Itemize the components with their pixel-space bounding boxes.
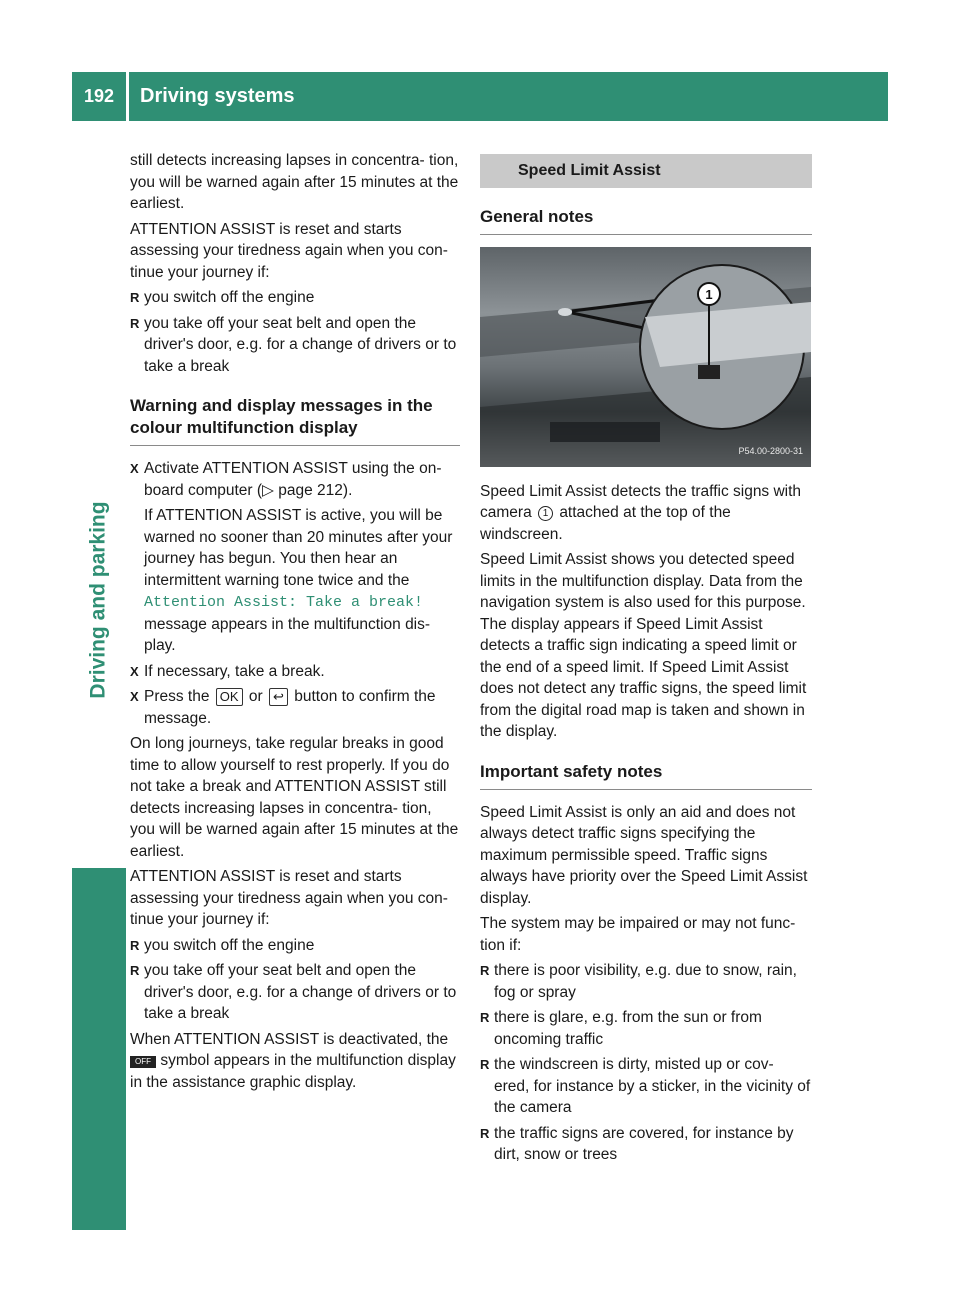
callout-number: 1 (705, 286, 713, 302)
paragraph-text: Speed Limit Assist detects the traffic signs with camera (480, 482, 802, 521)
step-detail-text: message appears in the multifunction dis- play. (144, 615, 431, 654)
display-message: Attention Assist: Take a break! (144, 594, 424, 611)
side-chapter-block (72, 868, 126, 1230)
list-item: R the traffic signs are covered, for instance by dirt, snow or trees (480, 1123, 812, 1166)
step-detail-text: If ATTENTION ASSIST is active, you will be warned no sooner than 20 minutes after your journey has begun. You then hear an intermittent warning tone twice and the (144, 507, 453, 589)
paragraph: ATTENTION ASSIST is reset and starts assessing your tiredness again when you con- tinue your journey if: (130, 220, 448, 281)
right-column (480, 150, 812, 1170)
left-column (130, 150, 460, 1097)
step-text: Press the (144, 688, 210, 705)
section-title: Speed Limit Assist (480, 154, 812, 188)
side-chapter-text: Driving and parking (87, 501, 111, 699)
paragraph: The system may be impaired or may not func- tion if: (480, 915, 796, 954)
side-chapter-label (84, 420, 114, 780)
list-item: R you switch off the engine (130, 287, 460, 309)
paragraph-text: symbol appears in the multifunction display in the assistance graphic display. (130, 1052, 456, 1091)
paragraph: On long journeys, take regular breaks in good time to allow yourself to rest properly. If you do not take a break and ATTENTION ASSIST still detects increasing lapses in concentra- tion, you will be warned again after 15 minutes at the earliest. (130, 735, 459, 860)
list-item: R you take off your seat belt and open the driver's door, e.g. for a change of drivers or to take a break (130, 960, 460, 1025)
camera-illustration-icon (480, 247, 811, 467)
subsection-heading: Important safety notes (480, 761, 812, 790)
subsection-heading: General notes (480, 206, 812, 235)
list-item: R you take off your seat belt and open the driver's door, e.g. for a change of drivers or to take a break (130, 313, 460, 378)
list-item: R there is poor visibility, e.g. due to snow, rain, fog or spray (480, 960, 812, 1003)
paragraph: ATTENTION ASSIST is reset and starts assessing your tiredness again when you con- tinue your journey if: (130, 868, 448, 928)
list-item: R you switch off the engine (130, 935, 460, 957)
paragraph (480, 481, 812, 546)
paragraph-text: When ATTENTION ASSIST is deactivated, the (130, 1030, 449, 1048)
page-ref-icon: ▷ (262, 481, 279, 499)
step-detail (144, 505, 460, 657)
section-heading: Warning and display messages in the colour multifunction display (130, 395, 460, 446)
paragraph: still detects increasing lapses in concentra- tion, you will be warned again after 15 minutes at the earliest. (130, 152, 459, 212)
step-text-end: ). (342, 481, 353, 499)
camera-photo (480, 247, 811, 467)
paragraph: Speed Limit Assist is only an aid and does not always detect traffic signs specifying the maximum permissible speed. Traffic signs always have priority over the Speed Limit Assist display. (480, 803, 808, 907)
list-item: R there is glare, e.g. from the sun or from oncoming traffic (480, 1007, 812, 1050)
back-key-icon: ↩ (269, 688, 288, 706)
page-title: Driving systems (140, 85, 295, 107)
photo-code: P54.00-2800-31 (738, 446, 803, 456)
page-number: 192 (83, 86, 115, 106)
ok-key-icon: OK (216, 688, 243, 706)
attention-assist-off-icon: OFF (130, 1056, 156, 1068)
step-text: button to confirm the message. (144, 688, 436, 727)
instruction-step (130, 686, 460, 729)
list-item: R the windscreen is dirty, misted up or cov- ered, for instance by a sticker, in the vicinity of the camera (480, 1054, 812, 1119)
instruction-step: X If necessary, take a break. (130, 661, 460, 683)
step-text: or (248, 688, 263, 705)
instruction-step (130, 458, 460, 657)
paragraph (130, 1029, 460, 1094)
callout-1-icon: 1 (538, 506, 553, 521)
page-ref-link[interactable]: page 212 (278, 481, 343, 499)
paragraph: Speed Limit Assist shows you detected speed limits in the multifunction display. Data from the navigation system is also used for this purpose. The display appears if Speed Limit Assist detects a traffic sign indicating a speed limit or the end of a speed limit. If Speed Limit Assist does not detect any traffic signs, the speed limit from the digital road map is taken and shown in the display. (480, 551, 807, 740)
header-divider (126, 72, 129, 121)
step-text: Activate ATTENTION ASSIST using the on- board computer ( (144, 460, 442, 499)
paragraph-text: attached at the top of the windscreen. (480, 504, 731, 543)
